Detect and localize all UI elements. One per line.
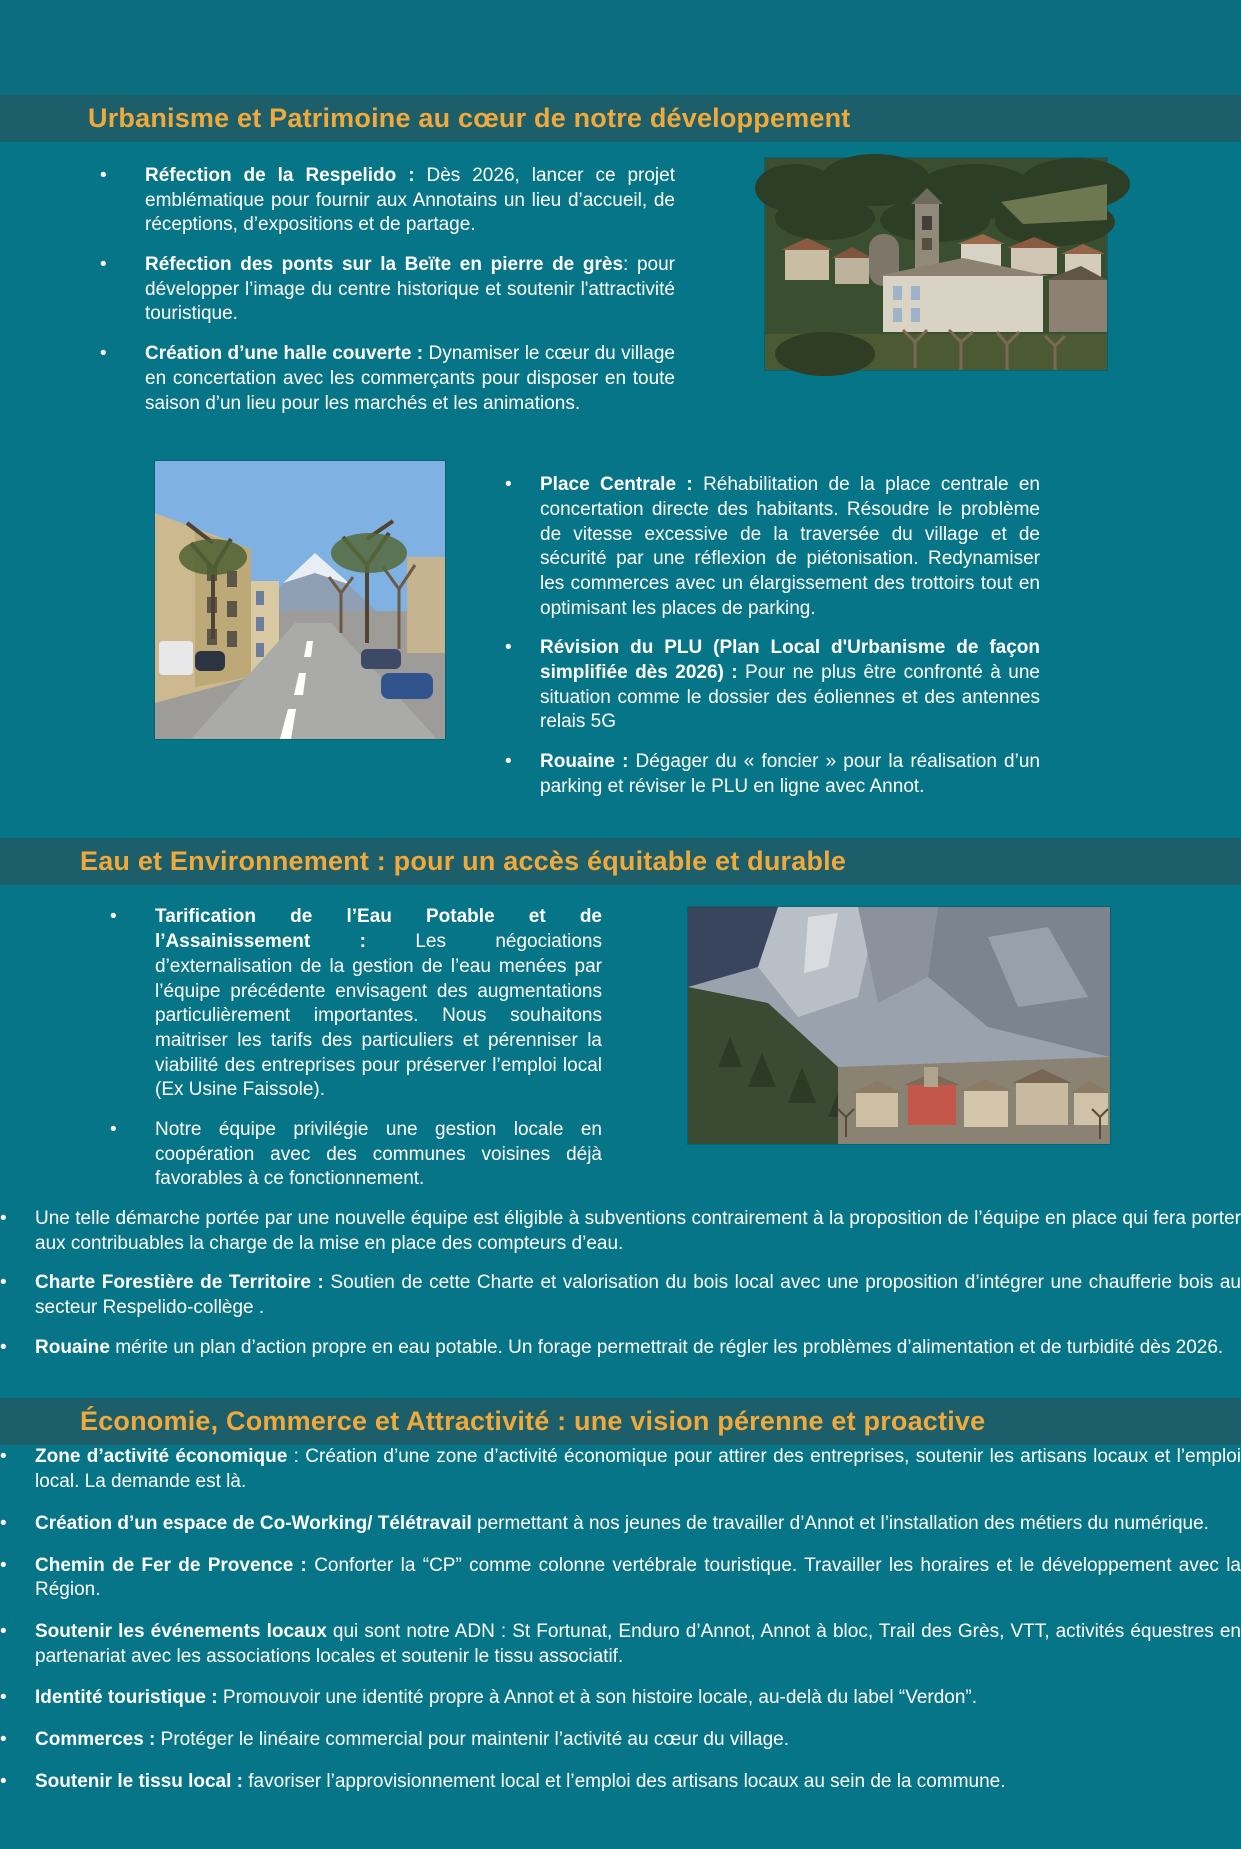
bullet-icon: • (0, 1554, 7, 1576)
bullet-paragraph (35, 1620, 1241, 1669)
bullet-lead: Soutenir le tissu local : (35, 1770, 249, 1792)
bullet-item (0, 1554, 1241, 1603)
bullet-text: Une telle démarche portée par une nouvelle équipe est éligible à subventions contrairement à la proposition de l’équipe en place qui fera porter aux contribuables la charge de la mise en place des compteurs d’eau. (35, 1208, 1241, 1254)
bullet-icon: • (100, 254, 107, 276)
bullet-item (100, 342, 675, 416)
bullet-item (0, 1512, 1241, 1537)
bullet-icon: • (110, 1118, 117, 1140)
bullet-item (505, 636, 1040, 735)
bullet-icon: • (0, 1272, 7, 1294)
bullet-lead: Création d’une halle couverte : (145, 343, 429, 365)
bullet-lead: Charte Forestière de Territoire : (35, 1272, 331, 1294)
section-header-economie (0, 1398, 1241, 1445)
bullet-item (110, 905, 602, 1103)
bullet-lead: Rouaine (35, 1336, 116, 1358)
cliff-village-illustration (688, 907, 1110, 1144)
bullet-icon: • (100, 343, 107, 365)
bullet-item (0, 1445, 1241, 1494)
eau-top-row (110, 905, 1110, 1207)
bullet-text: Conforter la “CP” comme colonne vertébrale touristique. Travailler les horaires et le développement avec la Région. (35, 1554, 1241, 1601)
eau-bullet-list-side (110, 905, 602, 1207)
street-illustration (155, 461, 445, 739)
section-title: Urbanisme et Patrimoine au cœur de notre développement (88, 103, 851, 133)
photo-village-panorama (765, 158, 1107, 370)
bullet-item (0, 1770, 1241, 1795)
bullet-item (0, 1728, 1241, 1753)
urbanisme-bottom-row (155, 461, 1151, 814)
bullet-paragraph (35, 1554, 1241, 1603)
bullet-paragraph (540, 636, 1040, 735)
bullet-lead: Révision du PLU (Plan Local d'Urbanisme de façon simplifiée dès 2026) : (540, 637, 1040, 683)
bullet-lead: Tarification de l’Eau Potable et de l’Assainissement : (155, 906, 602, 953)
bullet-lead: Réfection des ponts sur la Beïte en pierre de grès (145, 254, 624, 276)
photo-cliff-village (688, 907, 1110, 1144)
village-panorama-illustration (765, 158, 1107, 370)
bullet-text: Pour ne plus être confronté à une situation comme le dossier des éoliennes et des antennes relais 5G (540, 662, 1040, 733)
bullet-paragraph (145, 342, 675, 416)
bullet-paragraph (540, 750, 1040, 799)
bullet-item (0, 1686, 1241, 1711)
bullet-paragraph (145, 164, 675, 238)
bullet-icon: • (0, 1336, 7, 1358)
bullet-lead: Soutenir les événements locaux (35, 1620, 327, 1642)
bullet-text: mérite un plan d’action propre en eau potable. Un forage permettrait de régler les problèmes d’alimentation et de turbidité dès 2026. (115, 1336, 1224, 1358)
bullet-icon: • (0, 1728, 7, 1750)
bullet-icon: • (100, 165, 107, 186)
bullet-text: : pour développer l’image du centre historique et soutenir l'attractivité touristique. (145, 254, 676, 325)
section-header-eau (0, 838, 1241, 885)
bullet-lead: Création d’un espace de Co-Working/ Télétravail (35, 1512, 472, 1534)
bullet-paragraph (35, 1728, 789, 1753)
bullet-lead: Commerces : (35, 1728, 161, 1750)
bullet-icon: • (0, 1512, 7, 1534)
bullet-text: Les négociations d’externalisation de la gestion de l’eau menées par l’équipe précédente envisagent des augmentations particulièrement importantes. Nous souhaitons maitriser les tarifs des particuliers et pérenniser la viabilité des entreprises pour préserver l’emploi local (Ex Usine Faissole). (155, 931, 603, 1101)
flyer-page (0, 95, 1241, 1849)
urbanisme-top-row (100, 164, 1107, 431)
bullet-text: Dynamiser le cœur du village en concertation avec les commerçants pour disposer en toute saison d’un lieu pour les marchés et les animations. (145, 343, 675, 414)
urbanisme-bullet-list-side (505, 461, 1040, 814)
bullet-paragraph (145, 253, 675, 327)
bullet-text: Dès 2026, lancer ce projet emblématique pour fournir aux Annotains un lieu d’accueil, de réceptions, d’expositions et de partage. (145, 165, 676, 236)
bullet-text: qui sont notre ADN : St Fortunat, Enduro d’Annot, Annot à bloc, Trail des Grès, VTT, activités équestres en partenariat avec les associations locales et soutenir le tissu associatif. (35, 1620, 1241, 1667)
economie-bullet-list (0, 1445, 1241, 1794)
bullet-text: Protéger le linéaire commercial pour maintenir l’activité au cœur du village. (160, 1728, 789, 1750)
bullet-icon: • (0, 1770, 7, 1792)
bullet-paragraph (155, 1118, 602, 1192)
bullet-icon: • (0, 1208, 7, 1229)
bullet-text: Réhabilitation de la place centrale en concertation directe des habitants. Résoudre le problème de vitesse excessive de la traversée du village et de sécurité par une réflexion de piétonisation. Redynamiser les commerces avec un élargissement des trottoirs tout en optimisant les places de parking. (540, 474, 1041, 619)
bullet-paragraph (35, 1770, 1006, 1795)
bullet-item (110, 1118, 602, 1192)
bullet-lead: Chemin de Fer de Provence : (35, 1554, 315, 1576)
bullet-icon: • (0, 1687, 7, 1709)
bullet-icon: • (0, 1446, 7, 1468)
bullet-lead: Place Centrale : (540, 474, 704, 496)
section-title: Économie, Commerce et Attractivité : une vision pérenne et proactive (80, 1406, 986, 1437)
bullet-paragraph (35, 1271, 1241, 1320)
bullet-icon: • (505, 751, 512, 773)
bullet-paragraph (35, 1336, 1223, 1361)
section-title: Eau et Environnement : pour un accès équitable et durable (80, 846, 847, 877)
bullet-text: Dégager du « foncier » pour la réalisation d’un parking et réviser le PLU en ligne avec Annot. (540, 751, 1040, 797)
bullet-item (505, 750, 1040, 799)
bullet-text: Soutien de cette Charte et valorisation du bois local avec une proposition d’intégrer une chaufferie bois au secteur Respelido-collège . (35, 1272, 1241, 1319)
bullet-text: Promouvoir une identité propre à Annot et à son histoire locale, au-delà du label “Verdon”. (222, 1687, 978, 1709)
bullet-text: permettant à nos jeunes de travailler d’Annot et l’installation des métiers du numérique. (471, 1512, 1209, 1534)
bullet-lead: Rouaine : (540, 751, 636, 773)
bullet-text: Notre équipe privilégie une gestion locale en coopération avec des communes voisines déjà favorables à ce fonctionnement. (155, 1118, 602, 1190)
bullet-paragraph (35, 1686, 977, 1711)
bullet-item (505, 473, 1040, 621)
bullet-paragraph (540, 473, 1040, 621)
eau-bullet-list-full (0, 1207, 1241, 1360)
bullet-item (0, 1271, 1241, 1320)
bullet-lead: Réfection de la Respelido : (145, 165, 427, 186)
bullet-icon: • (0, 1620, 7, 1642)
bullet-item (0, 1336, 1241, 1361)
photo-main-street (155, 461, 445, 739)
bullet-paragraph (35, 1207, 1241, 1256)
bullet-lead: Identité touristique : (35, 1687, 223, 1709)
bullet-item (0, 1620, 1241, 1669)
bullet-paragraph (155, 905, 602, 1103)
bullet-item (100, 164, 675, 238)
bullet-item (100, 253, 675, 327)
bullet-paragraph (35, 1512, 1209, 1537)
urbanisme-bullet-list-main (100, 164, 675, 431)
bullet-text: : Création d’une zone d’activité économique pour attirer des entreprises, soutenir les artisans locaux et l’emploi local. La demande est là. (35, 1446, 1241, 1493)
section-header-urbanisme (0, 95, 1241, 142)
bullet-icon: • (505, 637, 512, 659)
bullet-paragraph (35, 1445, 1241, 1494)
bullet-text: favoriser l’approvisionnement local et l’emploi des artisans locaux au sein de la commune. (248, 1770, 1006, 1792)
bullet-icon: • (505, 474, 512, 496)
bullet-item (0, 1207, 1241, 1256)
bullet-icon: • (110, 906, 117, 928)
bullet-lead: Zone d’activité économique (35, 1446, 288, 1468)
